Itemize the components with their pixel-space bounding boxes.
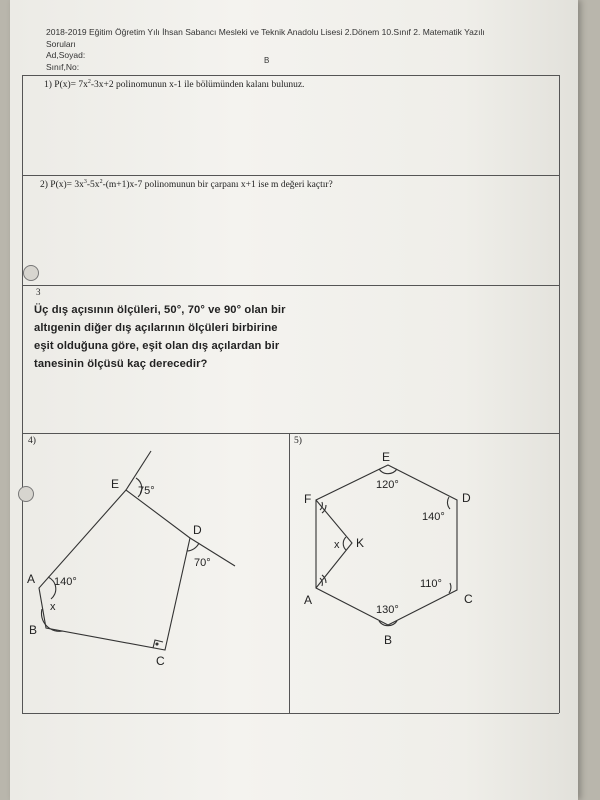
angle-k-value: x <box>334 539 340 551</box>
exam-subtitle: Soruları <box>46 38 76 49</box>
exam-title: 2018-2019 Eğitim Öğretim Yılı İhsan Sabancı Mesleki ve Teknik Anadolu Lisesi 2.Dönem 10.Sınıf 2. Matematik Yazılı <box>46 27 485 37</box>
label-d5: D <box>462 491 471 505</box>
question-2-text-c: -(m+1)x-7 polinomunun bir çarpanı x+1 ise m değeri kaçtır? <box>102 180 333 191</box>
question-2-text-b: -5x <box>86 180 100 191</box>
angle-a-value: 140° <box>54 576 77 588</box>
label-k: K <box>356 536 365 550</box>
label-e: E <box>111 477 120 491</box>
figure-4-pentagon <box>39 451 235 650</box>
question-1-number: 1) <box>44 80 52 91</box>
question-1-exponent: 2 <box>87 79 91 85</box>
label-e5: E <box>382 450 391 464</box>
question-1-text-b: -3x+2 polinomunun x-1 ile bölümünden kalanı bulunuz. <box>90 80 305 91</box>
question-2-exponent-2: 2 <box>99 179 103 185</box>
angle-d-value: 70° <box>194 557 211 569</box>
label-c5: C <box>464 592 473 606</box>
class-label: Sınıf,No: <box>46 61 80 72</box>
question-3-line: Üç dış açısının ölçüleri, 50°, 70° ve 90° olan bir <box>34 304 286 316</box>
booklet-letter: B <box>264 56 270 65</box>
label-a5: A <box>304 593 313 607</box>
label-d: D <box>193 523 202 537</box>
label-f5: F <box>304 492 312 506</box>
right-angle-dot <box>156 643 158 645</box>
angle-arc-e5 <box>379 469 397 474</box>
angle-e5-value: 120° <box>376 479 399 491</box>
label-b: B <box>29 623 38 637</box>
question-1-text-a: P(x)= 7x <box>51 80 88 91</box>
name-label: Ad,Soyad: <box>46 50 86 60</box>
question-3-line: altıgenin diğer dış açılarının ölçüleri birbirine <box>34 322 278 334</box>
question-4-number: 4) <box>28 436 36 446</box>
question-2-text-a: P(x)= 3x <box>47 180 84 191</box>
angle-arc-c5 <box>449 583 451 593</box>
pentagon-abcde <box>39 490 190 650</box>
angle-d5-value: 140° <box>422 511 445 523</box>
question-2-exponent-1: 3 <box>83 179 87 185</box>
angle-arc-k <box>343 537 346 550</box>
question-3-line: eşit olduğuna göre, eşit olan dış açılardan bir <box>34 340 280 352</box>
label-c: C <box>156 654 165 668</box>
figure-4-labels <box>27 477 211 668</box>
figure-5-labels <box>304 450 473 647</box>
question-5-number: 5) <box>294 436 302 446</box>
label-b5: B <box>384 633 393 647</box>
label-a: A <box>27 572 36 586</box>
angle-arc-d5 <box>447 497 450 509</box>
question-2-number: 2) <box>40 180 48 191</box>
angle-b5-value: 130° <box>376 604 399 616</box>
question-3-line: tanesinin ölçüsü kaç derecedir? <box>34 358 208 370</box>
angle-b-value: x <box>50 601 56 613</box>
angle-c5-value: 110° <box>420 578 442 590</box>
question-3-number: 3 <box>36 287 41 297</box>
angle-e-value: 75° <box>138 485 155 497</box>
